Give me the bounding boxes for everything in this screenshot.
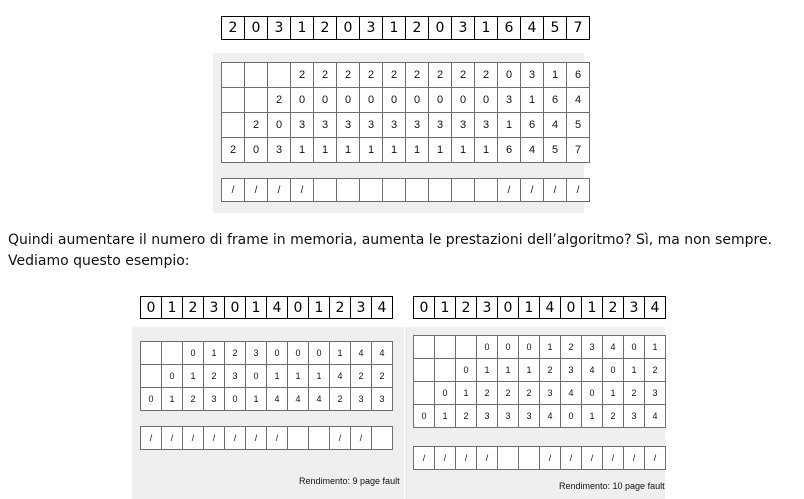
reference-cell: 0 bbox=[141, 297, 162, 319]
reference-cell: 1 bbox=[519, 297, 540, 319]
frame-cell: 1 bbox=[519, 359, 540, 382]
frame-cell: 2 bbox=[383, 63, 406, 88]
frame-cell: 0 bbox=[383, 88, 406, 113]
fault-cell bbox=[288, 427, 309, 450]
fault-cell: / bbox=[291, 179, 314, 202]
fault-cell bbox=[498, 447, 519, 470]
fault-cell: / bbox=[645, 447, 666, 470]
fault-cell bbox=[475, 179, 498, 202]
reference-string-3 bbox=[413, 296, 666, 319]
frame-cell: 0 bbox=[314, 88, 337, 113]
frame-cell: 4 bbox=[645, 405, 666, 428]
frame-cell bbox=[414, 359, 435, 382]
frame-cell: 2 bbox=[337, 63, 360, 88]
reference-cell: 7 bbox=[567, 17, 590, 40]
frame-cell: 0 bbox=[288, 342, 309, 365]
frame-cell: 0 bbox=[245, 138, 268, 163]
reference-cell: 5 bbox=[544, 17, 567, 40]
frame-cell: 1 bbox=[435, 405, 456, 428]
frame-row bbox=[222, 113, 590, 138]
frame-row bbox=[141, 365, 393, 388]
fault-cell bbox=[519, 447, 540, 470]
frame-cell: 2 bbox=[245, 113, 268, 138]
fault-cell: / bbox=[561, 447, 582, 470]
performance-caption-3: Rendimento: 10 page fault bbox=[559, 481, 665, 491]
frame-cell: 1 bbox=[540, 336, 561, 359]
frame-cell: 0 bbox=[498, 63, 521, 88]
frame-cell: 4 bbox=[351, 342, 372, 365]
frame-cell: 3 bbox=[475, 113, 498, 138]
frame-cell bbox=[414, 382, 435, 405]
frame-cell: 0 bbox=[162, 365, 183, 388]
frame-cell: 3 bbox=[561, 359, 582, 382]
fault-cell bbox=[314, 179, 337, 202]
frame-cell: 1 bbox=[246, 388, 267, 411]
frame-row bbox=[414, 382, 666, 405]
reference-cell: 4 bbox=[645, 297, 666, 319]
reference-cell: 3 bbox=[624, 297, 645, 319]
reference-cell: 1 bbox=[582, 297, 603, 319]
frame-cell: 4 bbox=[561, 382, 582, 405]
fault-cell: / bbox=[544, 179, 567, 202]
frame-cell: 3 bbox=[429, 113, 452, 138]
frame-cell: 0 bbox=[246, 365, 267, 388]
frame-cell: 5 bbox=[567, 113, 590, 138]
fault-cell: / bbox=[183, 427, 204, 450]
fault-cell: / bbox=[204, 427, 225, 450]
reference-cell: 3 bbox=[351, 297, 372, 319]
frame-cell bbox=[245, 63, 268, 88]
frame-cell: 1 bbox=[291, 138, 314, 163]
frame-cell: 2 bbox=[452, 63, 475, 88]
fault-cell: / bbox=[624, 447, 645, 470]
reference-cell: 0 bbox=[288, 297, 309, 319]
frame-cell: 4 bbox=[330, 365, 351, 388]
frame-cell: 2 bbox=[204, 365, 225, 388]
frame-cell: 4 bbox=[582, 359, 603, 382]
reference-cell: 1 bbox=[162, 297, 183, 319]
fault-cell: / bbox=[246, 427, 267, 450]
frame-cell bbox=[456, 336, 477, 359]
frame-cell: 2 bbox=[314, 63, 337, 88]
frame-cell: 2 bbox=[429, 63, 452, 88]
frame-cell bbox=[245, 88, 268, 113]
frame-cell: 2 bbox=[360, 63, 383, 88]
frame-cell: 4 bbox=[567, 88, 590, 113]
frame-row bbox=[222, 88, 590, 113]
reference-cell: 0 bbox=[245, 17, 268, 40]
frame-cell: 1 bbox=[204, 342, 225, 365]
frame-cell: 6 bbox=[544, 88, 567, 113]
reference-cell: 4 bbox=[521, 17, 544, 40]
frame-cell: 0 bbox=[498, 336, 519, 359]
frame-cell: 1 bbox=[477, 359, 498, 382]
fault-cell: / bbox=[414, 447, 435, 470]
frame-row bbox=[222, 63, 590, 88]
frame-cell: 4 bbox=[540, 405, 561, 428]
frame-cell: 1 bbox=[498, 113, 521, 138]
frame-cell: 2 bbox=[498, 382, 519, 405]
frame-cell: 0 bbox=[435, 382, 456, 405]
frame-cell: 2 bbox=[291, 63, 314, 88]
fault-cell bbox=[360, 179, 383, 202]
frame-cell bbox=[141, 342, 162, 365]
frame-cell: 0 bbox=[183, 342, 204, 365]
frame-cell: 1 bbox=[267, 365, 288, 388]
fault-cell: / bbox=[456, 447, 477, 470]
frame-cell: 0 bbox=[337, 88, 360, 113]
performance-caption-2: Rendimento: 9 page fault bbox=[299, 476, 400, 486]
frame-cell: 4 bbox=[544, 113, 567, 138]
reference-cell: 3 bbox=[268, 17, 291, 40]
reference-cell: 1 bbox=[435, 297, 456, 319]
frame-cell: 0 bbox=[141, 388, 162, 411]
frame-cell: 0 bbox=[268, 113, 291, 138]
fault-cell: / bbox=[521, 179, 544, 202]
frame-cell: 3 bbox=[540, 382, 561, 405]
frame-cell bbox=[222, 113, 245, 138]
frame-cell: 1 bbox=[624, 359, 645, 382]
frame-cell: 3 bbox=[337, 113, 360, 138]
frame-cell: 0 bbox=[406, 88, 429, 113]
reference-cell: 3 bbox=[360, 17, 383, 40]
page-fault-row-3 bbox=[413, 446, 666, 470]
fault-cell: / bbox=[351, 427, 372, 450]
frame-cell: 1 bbox=[582, 405, 603, 428]
reference-cell: 0 bbox=[414, 297, 435, 319]
frame-cell: 2 bbox=[225, 342, 246, 365]
frame-row bbox=[414, 336, 666, 359]
explanation-paragraph: Quindi aumentare il numero di frame in memoria, aumenta le prestazioni dell’algoritmo? Sì, ma non sempre. Vediamo questo esempio: bbox=[8, 232, 773, 269]
frame-cell: 0 bbox=[624, 336, 645, 359]
reference-cell: 0 bbox=[429, 17, 452, 40]
frame-cell: 3 bbox=[477, 405, 498, 428]
frame-cell bbox=[268, 63, 291, 88]
frame-table-3 bbox=[413, 335, 666, 428]
frame-row bbox=[222, 138, 590, 163]
page-fault-row-2 bbox=[140, 426, 393, 450]
frame-cell: 2 bbox=[603, 405, 624, 428]
fault-cell bbox=[429, 179, 452, 202]
frame-cell: 1 bbox=[337, 138, 360, 163]
fault-cell: / bbox=[141, 427, 162, 450]
frame-table-2 bbox=[140, 341, 393, 411]
frame-cell: 4 bbox=[288, 388, 309, 411]
frame-cell bbox=[435, 359, 456, 382]
reference-cell: 1 bbox=[291, 17, 314, 40]
reference-cell: 0 bbox=[225, 297, 246, 319]
frame-cell bbox=[435, 336, 456, 359]
page-fault-row-1 bbox=[221, 178, 590, 202]
frame-cell: 2 bbox=[183, 388, 204, 411]
fault-cell: / bbox=[222, 179, 245, 202]
frame-cell: 3 bbox=[645, 382, 666, 405]
fault-cell: / bbox=[477, 447, 498, 470]
frame-cell: 4 bbox=[521, 138, 544, 163]
frame-cell: 3 bbox=[498, 405, 519, 428]
frame-cell: 1 bbox=[183, 365, 204, 388]
frame-cell: 4 bbox=[372, 342, 393, 365]
frame-cell: 0 bbox=[456, 359, 477, 382]
frame-cell: 1 bbox=[498, 359, 519, 382]
fault-cell: / bbox=[267, 427, 288, 450]
frame-cell: 4 bbox=[603, 336, 624, 359]
frame-cell: 0 bbox=[519, 336, 540, 359]
reference-cell: 6 bbox=[498, 17, 521, 40]
frame-cell: 5 bbox=[544, 138, 567, 163]
reference-cell: 2 bbox=[456, 297, 477, 319]
frame-cell bbox=[414, 336, 435, 359]
frame-cell: 0 bbox=[309, 342, 330, 365]
frame-cell: 4 bbox=[309, 388, 330, 411]
frame-cell: 0 bbox=[360, 88, 383, 113]
fault-cell bbox=[452, 179, 475, 202]
fault-cell: / bbox=[162, 427, 183, 450]
fault-cell: / bbox=[498, 179, 521, 202]
frame-cell: 6 bbox=[521, 113, 544, 138]
frame-cell: 1 bbox=[544, 63, 567, 88]
reference-cell: 1 bbox=[383, 17, 406, 40]
frame-cell: 2 bbox=[351, 365, 372, 388]
frame-cell: 0 bbox=[225, 388, 246, 411]
frame-cell: 3 bbox=[452, 113, 475, 138]
frame-cell: 1 bbox=[406, 138, 429, 163]
frame-cell: 2 bbox=[477, 382, 498, 405]
frame-cell: 2 bbox=[372, 365, 393, 388]
frame-cell: 1 bbox=[521, 88, 544, 113]
frame-cell: 1 bbox=[360, 138, 383, 163]
frame-cell: 2 bbox=[222, 138, 245, 163]
fault-cell: / bbox=[330, 427, 351, 450]
fault-cell: / bbox=[540, 447, 561, 470]
frame-cell: 0 bbox=[477, 336, 498, 359]
frame-row bbox=[141, 342, 393, 365]
fault-cell bbox=[406, 179, 429, 202]
frame-cell: 0 bbox=[429, 88, 452, 113]
fault-cell bbox=[337, 179, 360, 202]
frame-cell: 0 bbox=[475, 88, 498, 113]
frame-cell: 4 bbox=[267, 388, 288, 411]
frame-cell: 2 bbox=[624, 382, 645, 405]
reference-cell: 2 bbox=[183, 297, 204, 319]
frame-cell: 3 bbox=[291, 113, 314, 138]
frame-cell: 2 bbox=[406, 63, 429, 88]
fault-cell: / bbox=[603, 447, 624, 470]
fault-cell: / bbox=[225, 427, 246, 450]
frame-cell: 2 bbox=[561, 336, 582, 359]
frame-cell: 3 bbox=[582, 336, 603, 359]
frame-cell: 3 bbox=[624, 405, 645, 428]
reference-cell: 2 bbox=[406, 17, 429, 40]
frame-cell: 3 bbox=[406, 113, 429, 138]
frame-cell: 3 bbox=[360, 113, 383, 138]
reference-cell: 1 bbox=[309, 297, 330, 319]
frame-cell: 3 bbox=[383, 113, 406, 138]
fault-cell bbox=[372, 427, 393, 450]
frame-cell bbox=[222, 63, 245, 88]
frame-cell: 1 bbox=[288, 365, 309, 388]
frame-cell: 3 bbox=[498, 88, 521, 113]
frame-row bbox=[414, 405, 666, 428]
fault-cell: / bbox=[268, 179, 291, 202]
reference-cell: 2 bbox=[314, 17, 337, 40]
frame-cell: 3 bbox=[351, 388, 372, 411]
frame-cell: 0 bbox=[561, 405, 582, 428]
fault-cell bbox=[383, 179, 406, 202]
frame-cell: 1 bbox=[475, 138, 498, 163]
reference-cell: 1 bbox=[246, 297, 267, 319]
frame-cell: 0 bbox=[603, 359, 624, 382]
frame-cell: 0 bbox=[267, 342, 288, 365]
reference-cell: 1 bbox=[475, 17, 498, 40]
reference-cell: 2 bbox=[330, 297, 351, 319]
frame-cell: 3 bbox=[246, 342, 267, 365]
reference-cell: 4 bbox=[372, 297, 393, 319]
reference-string-1 bbox=[221, 16, 590, 40]
frame-cell bbox=[222, 88, 245, 113]
frame-cell: 7 bbox=[567, 138, 590, 163]
frame-cell: 6 bbox=[498, 138, 521, 163]
fault-cell: / bbox=[582, 447, 603, 470]
frame-cell: 3 bbox=[372, 388, 393, 411]
frame-cell: 6 bbox=[567, 63, 590, 88]
frame-cell: 1 bbox=[309, 365, 330, 388]
frame-cell: 2 bbox=[456, 405, 477, 428]
frame-cell: 3 bbox=[225, 365, 246, 388]
frame-cell: 2 bbox=[330, 388, 351, 411]
reference-cell: 3 bbox=[477, 297, 498, 319]
frame-cell: 2 bbox=[540, 359, 561, 382]
frame-cell: 3 bbox=[204, 388, 225, 411]
fault-cell: / bbox=[435, 447, 456, 470]
frame-table-1 bbox=[221, 62, 590, 163]
frame-row bbox=[414, 359, 666, 382]
frame-cell: 3 bbox=[268, 138, 291, 163]
reference-cell: 0 bbox=[337, 17, 360, 40]
frame-cell: 0 bbox=[414, 405, 435, 428]
frame-cell: 0 bbox=[452, 88, 475, 113]
frame-cell: 2 bbox=[475, 63, 498, 88]
frame-cell: 1 bbox=[162, 388, 183, 411]
frame-cell: 1 bbox=[452, 138, 475, 163]
frame-cell: 0 bbox=[291, 88, 314, 113]
reference-cell: 4 bbox=[267, 297, 288, 319]
reference-cell: 3 bbox=[204, 297, 225, 319]
frame-cell: 2 bbox=[519, 382, 540, 405]
frame-row bbox=[141, 388, 393, 411]
frame-cell: 0 bbox=[582, 382, 603, 405]
frame-cell: 1 bbox=[429, 138, 452, 163]
frame-cell: 2 bbox=[645, 359, 666, 382]
frame-cell: 3 bbox=[519, 405, 540, 428]
reference-string-2 bbox=[140, 296, 393, 319]
reference-cell: 0 bbox=[561, 297, 582, 319]
frame-cell: 3 bbox=[521, 63, 544, 88]
reference-cell: 3 bbox=[452, 17, 475, 40]
frame-cell: 1 bbox=[645, 336, 666, 359]
reference-cell: 0 bbox=[498, 297, 519, 319]
fault-cell: / bbox=[245, 179, 268, 202]
reference-cell: 4 bbox=[540, 297, 561, 319]
frame-cell: 2 bbox=[268, 88, 291, 113]
reference-cell: 2 bbox=[222, 17, 245, 40]
frame-cell: 3 bbox=[314, 113, 337, 138]
frame-cell: 1 bbox=[603, 382, 624, 405]
frame-cell: 1 bbox=[456, 382, 477, 405]
fault-cell: / bbox=[567, 179, 590, 202]
fault-cell bbox=[309, 427, 330, 450]
reference-cell: 2 bbox=[603, 297, 624, 319]
frame-cell: 1 bbox=[330, 342, 351, 365]
frame-cell: 1 bbox=[383, 138, 406, 163]
frame-cell: 1 bbox=[314, 138, 337, 163]
frame-cell bbox=[162, 342, 183, 365]
frame-cell bbox=[141, 365, 162, 388]
